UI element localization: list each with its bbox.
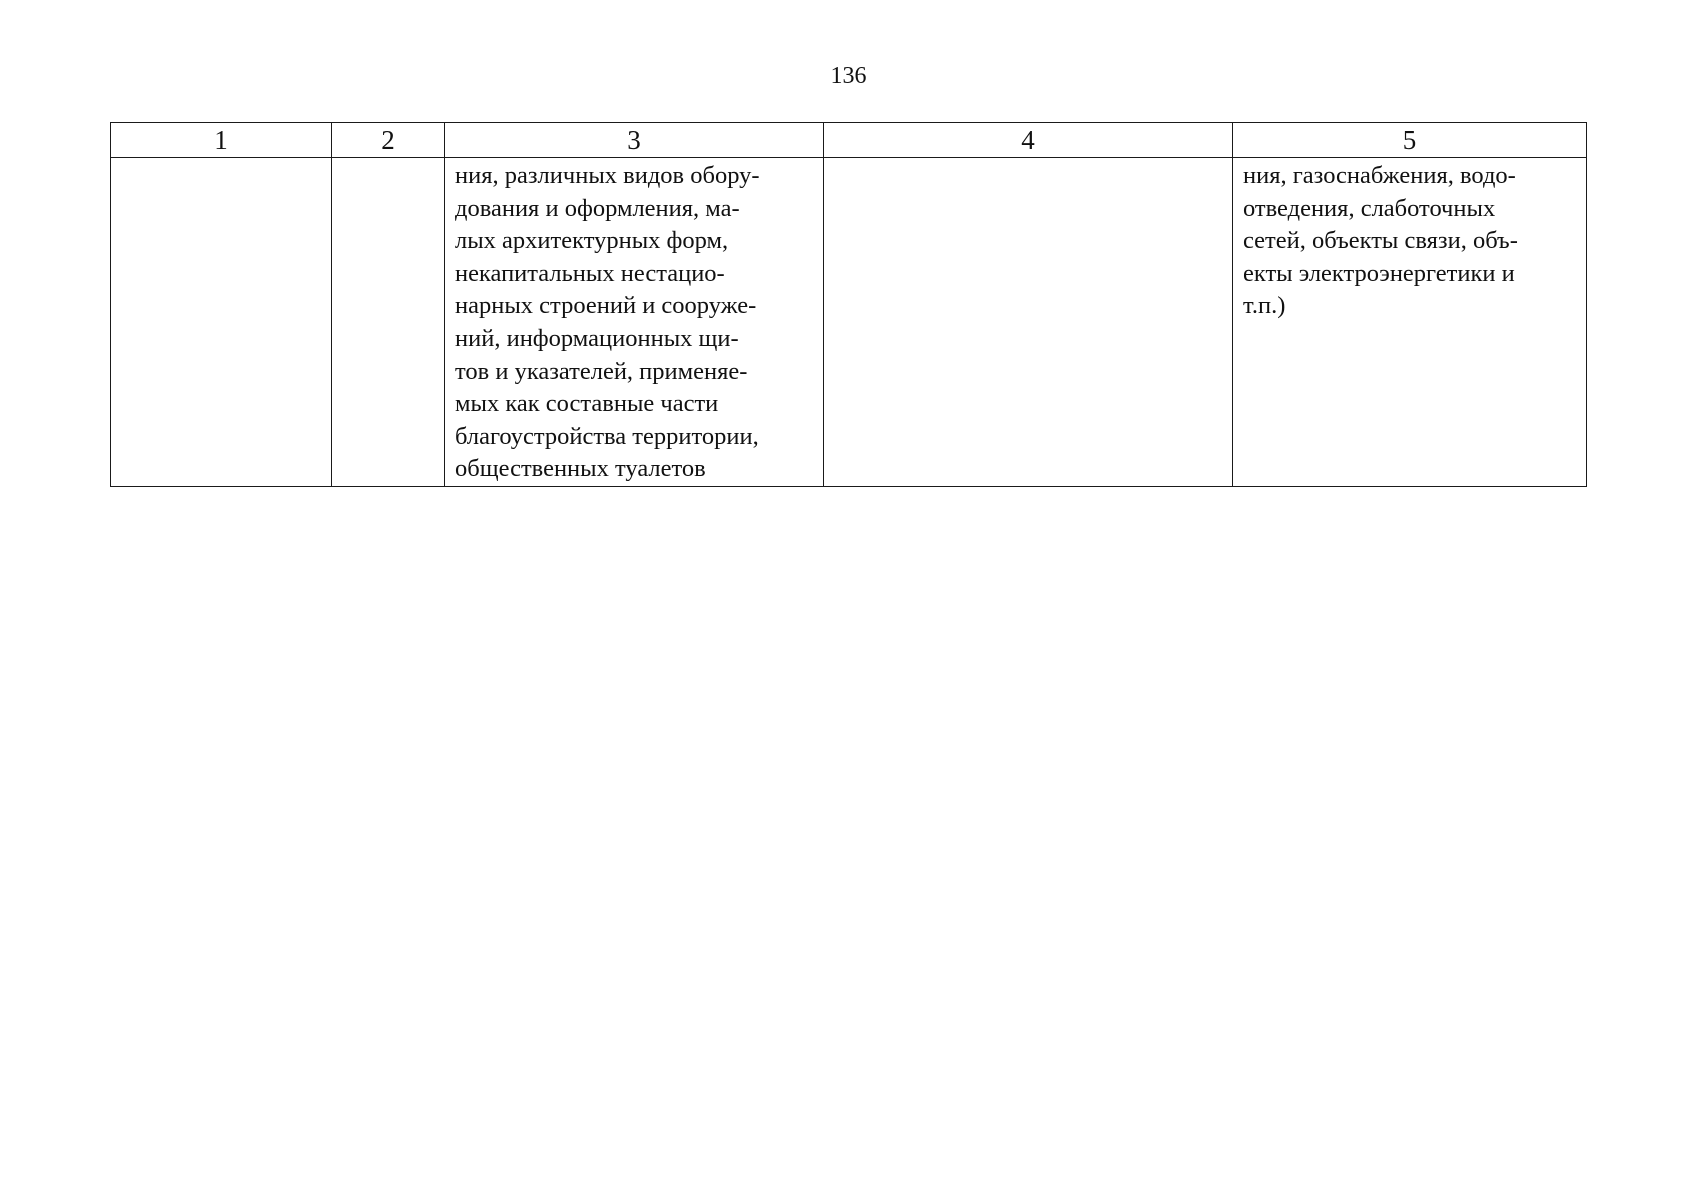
cell-text-col3: ния, различных видов обору- дования и оформления, ма- лых архитектурных форм, некапитальных нестацио- нарных строений и сооруже- ний, информационных щи- тов и указателей, применяе- мых как составные части благоустройства территории, общественных туалетов — [455, 162, 760, 483]
column-header-2: 2 — [332, 123, 445, 158]
column-header-5: 5 — [1233, 123, 1587, 158]
table-cell-col2 — [332, 158, 445, 487]
cell-text-col1 — [111, 158, 331, 160]
table-cell-col5 — [1233, 158, 1587, 487]
table-cell-col4 — [824, 158, 1233, 487]
column-header-4: 4 — [824, 123, 1233, 158]
table-header-row — [111, 123, 1587, 158]
cell-text-col2 — [332, 158, 444, 160]
cell-text-col5: ния, газоснабжения, водо- отведения, слаботочных сетей, объекты связи, объ- екты электроэнергетики и т.п.) — [1243, 162, 1518, 320]
cell-text-col4 — [824, 158, 1232, 160]
column-header-1: 1 — [111, 123, 332, 158]
page-number: 136 — [830, 63, 867, 89]
column-header-3: 3 — [445, 123, 824, 158]
document-table — [110, 122, 1587, 487]
table-row — [111, 158, 1587, 487]
table-cell-col3 — [445, 158, 824, 487]
table-cell-col1 — [111, 158, 332, 487]
